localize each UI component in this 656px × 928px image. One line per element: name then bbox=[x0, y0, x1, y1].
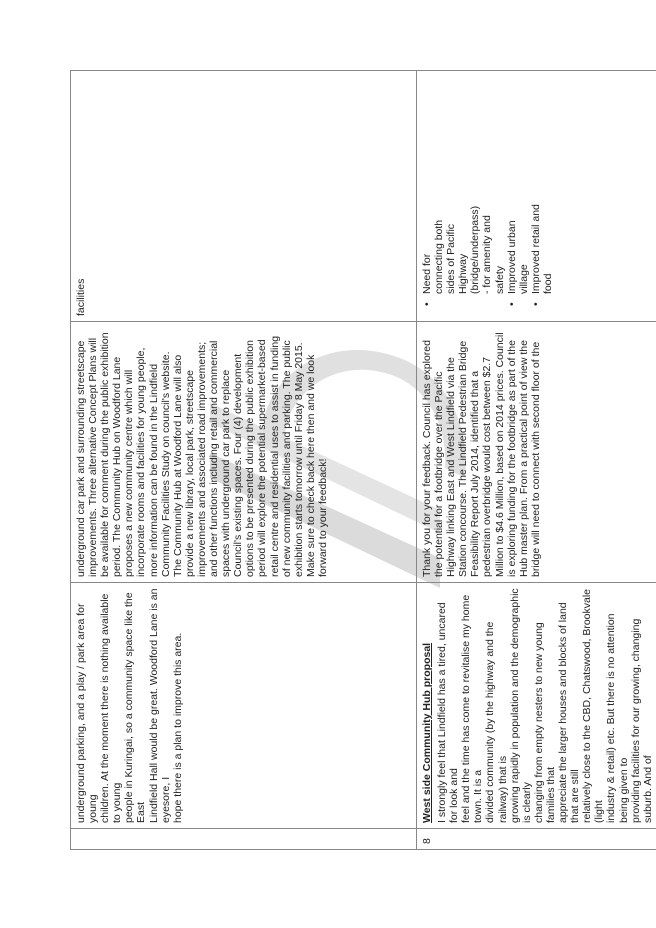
feedback-cell bbox=[71, 583, 417, 829]
themes-cell bbox=[417, 71, 656, 322]
list-item: • Improved retail and food bbox=[530, 76, 554, 304]
feedback-cell bbox=[417, 583, 656, 829]
table-row bbox=[417, 71, 656, 850]
feedback-title: West side Community Hub proposal bbox=[421, 642, 433, 823]
row-number-cell bbox=[417, 829, 656, 850]
row-number-cell bbox=[71, 829, 417, 850]
response-text: Thank you for your feedback. Council has explored the potential for a footbridge over the Pacific Highway linking East and West Lindfield via the Station concourse. The Lindfield Pedestrian Bridge Feasibility Report July 2014, identified that a pedestrian overbridge would cost between $2.7 Million to $4.6 Million, based on 2014 prices. Council is exploring funding for the footbridge as part of the Hub master plan. From a practical point of view the bridge will need to connect with second floor of the bbox=[421, 332, 542, 577]
feedback-text: I strongly feel that Lindfield has a tired, uncared for look and feel and the time has come to revitalise my home town. It is a divided community (by the highway and the railway) that is growing rapidly in population and the demographic is clearly changing from empty nesters to new young families that appreciate the larger houses and blocks of land that are still relatively close to the CBD, Chatswood, Brookvale (light industry & retail) etc. But there is no attention being given to providing facilities for our growing, changing suburb. And of bbox=[436, 588, 654, 823]
response-cell bbox=[417, 322, 656, 583]
row-number: 8 bbox=[421, 838, 433, 844]
response-text: underground car park and surrounding streetscape improvements. Three alternative Concept Plans will be available for comment during the public exhibition period. The Community Hub on Woodford Lane proposes a new community centre which will incorporate rooms and facilities for young people, more information can be found in the Lindfield Community Facilities Study on council's website. The Community Hub at Woodford Lane will also provide a new library, local park, streetscape improvements and associated road improvements; and other functions including retail and commercial spaces with underground car park to replace Council's existing spaces. Four (4) development options to be presented during the public exhibition period will explore the potential supermarket-based retail centre and residential uses to assist in funding of new community facilities and parking. The public exhibition starts tomorrow until Friday 8 May 2015. Make sure to check back here then and we look forward to your feedback! bbox=[75, 332, 329, 577]
themes-cell bbox=[71, 71, 417, 322]
feedback-table bbox=[70, 70, 656, 850]
list-item: • Need for connecting both sides of Pacific Highway (bridge/underpass) - for amenity and safety bbox=[421, 76, 506, 304]
themes-list bbox=[421, 76, 554, 316]
table-row bbox=[71, 71, 417, 850]
feedback-text: underground parking, and a play / park area for young children. At the moment there is nothing available to young people in Kuringai, so a community space like the East Lindfield Hall would be great. Woodford Lane is an eyesore, I hope there is a plan to improve this area. bbox=[75, 588, 184, 823]
response-cell bbox=[71, 322, 417, 583]
list-item: • Improved urban village bbox=[506, 76, 530, 304]
themes-text: facilities bbox=[75, 278, 87, 316]
